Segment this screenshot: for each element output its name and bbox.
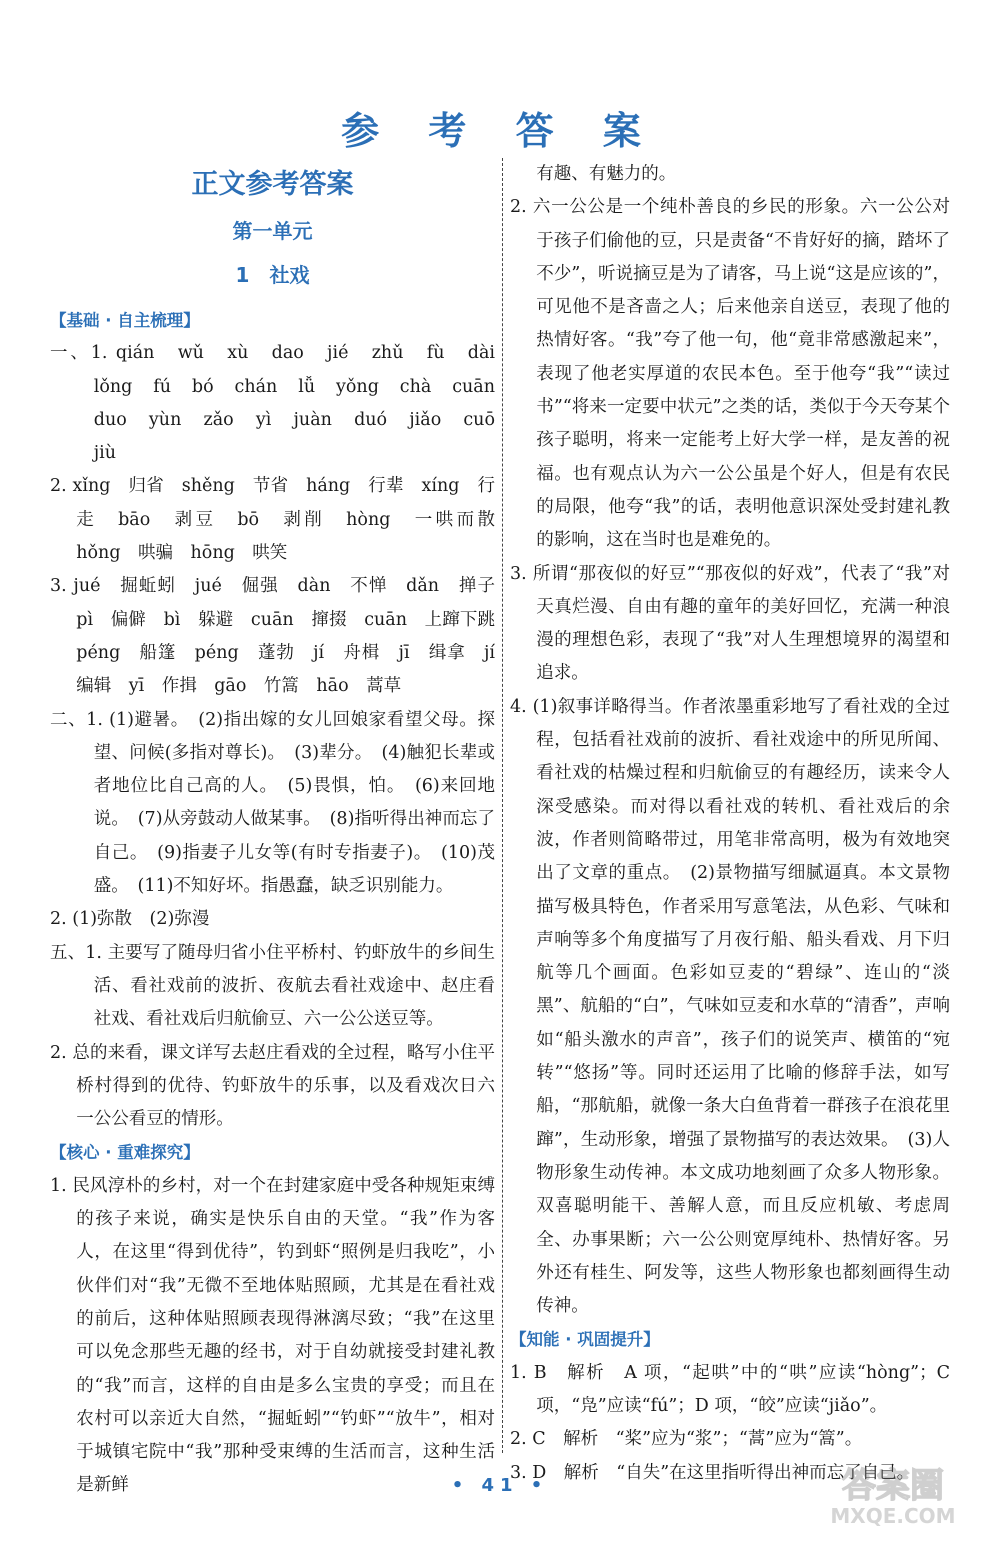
answer-item: 1. B 解析 A 项，“起哄”中的“哄”应读“hòng”；C 项，“凫”应读“fú”；D 项，“皎”应读“jiǎo”。: [510, 1362, 950, 1416]
page-title: 参 考 答 案: [341, 109, 659, 153]
watermark-logo: [798, 1459, 988, 1531]
answer-item: 五、1. 主要写了随母归省小住平桥村、钓虾放牛的乡间生活、看社戏前的波折、夜航去看社戏途中、赵庄看社戏、看社戏后归航偷豆、六一公公送豆等。: [50, 942, 495, 1030]
unit-title: 第一单元: [232, 219, 313, 243]
answer-item: 一、1. qián wǔ xù dao jié zhǔ fù dài lǒng fú bó chán lǚ yǒng chà cuān duo yùn zǎo yì juàn duó jiǎo cuō jiù: [50, 343, 513, 464]
page-number: • 41 •: [451, 1475, 549, 1496]
answer-item: 2. (1)弥散 (2)弥漫: [50, 909, 210, 930]
answer-item: 3. 所谓“那夜似的好豆”“那夜似的好戏”，代表了“我”对天真烂漫、自由有趣的童年的美好回忆，充满一种浪漫的理想色彩，表现了“我”对人生理想境界的渴望和追求。: [510, 563, 950, 684]
answer-item: 4. (1)叙事详略得当。作者浓墨重彩地写了看社戏的全过程，包括看社戏前的波折、看社戏途中的所见所闻、看社戏的枯燥过程和归航偷豆的有趣经历，读来令人深受感染。而对得以看社戏的转机、看社戏后的余波，作者则简略带过，用笔非常高明，极为有效地突出了文章的重点。 (2)景物描写细腻逼真。本文景物描写极具特色，作者采用写意笔法，从色彩、气味和声响等多个角度描写了月夜行船、船头看戏、月下归航等几个画面。色彩如豆麦的“碧绿”、连山的“淡黑”、航船的“白”，气味如豆麦和水草的“清香”，声响如“船头激水的声音”，孩子们的说笑声、横笛的“宛转”“悠扬”等。同时还运用了比喻的修辞手法，如写船，“那航船，就像一条大白鱼背着一群孩子在浪花里蹿”，生动形象，增强了景物描写的表达效果。 (3)人物形象生动传神。本文成功地刻画了众多人物形象。双喜聪明能干、善解人意，而且反应机敏、考虑周全、办事果断；六一公公则宽厚纯朴、热情好客。另外还有桂生、阿发等，这些人物形象也都刻画得生动传神。: [510, 696, 950, 1317]
answer-item: 3. jué 掘蚯蚓 jué 倔强 dàn 不惮 dǎn 掸子 pì 偏僻 bì 躲避 cuān 撺掇 cuān 上蹿下跳 péng 船篷 péng 蓬勃 jí 舟楫 jī 缉拿 jí 编辑 yī 作揖 gāo 竹篙 hāo 蒿草: [50, 576, 513, 697]
section-heading-core: 【核心 · 重难探究】: [50, 1143, 200, 1163]
answer-item: 2. C 解析 “桨”应为“浆”；“蒿”应为“篙”。: [510, 1429, 863, 1450]
svg-text:答案圈: 答案圈: [842, 1466, 944, 1506]
answer-item: 1. 民风淳朴的乡村，对一个在封建家庭中受各种规矩束缚的孩子来说，确实是快乐自由的天堂。“我”作为客人，在这里“得到优待”，钓到虾“照例是归我吃”，小伙伴们对“我”无微不至地体贴照顾，尤其是在看社戏的前后，这种体贴照顾表现得淋漓尽致；“我”在这里可以免念那些无趣的经书，对于自幼就接受封建礼教的“我”而言，这样的自由是多么宝贵的享受；而且在农村可以亲近大自然，“掘蚯蚓”“钓虾”“放牛”，相对于城镇宅院中“我”那种受束缚的生活而言，这种生活是新鲜: [50, 1175, 495, 1496]
lesson-title: 1 社戏: [235, 263, 310, 287]
right-column: [510, 158, 950, 1490]
section-heading-basics: 【基础 · 自主梳理】: [50, 311, 200, 330]
answer-item-continued: 有趣、有魅力的。: [536, 164, 677, 184]
answer-item: 2. xǐng 归省 shěng 节省 háng 行辈 xíng 行走 bāo 剥豆 bō 剥削 hòng 一哄而散 hǒng 哄骗 hōng 哄笑: [50, 476, 513, 564]
svg-text:MXQE.COM: MXQE.COM: [830, 1504, 956, 1528]
section-heading-consolidate: 【知能 · 巩固提升】: [510, 1330, 660, 1350]
answer-item: 3. D 解析 “自失”在这里指听得出神而忘了自己。: [510, 1462, 915, 1483]
column-divider: [502, 158, 503, 1453]
section-title: 正文参考答案: [191, 169, 354, 200]
answer-item: 2. 总的来看，课文详写去赵庄看戏的全过程，略写小住平桥村得到的优待、钓虾放牛的乐事，以及看戏次日六一公公看豆的情形。: [50, 1042, 495, 1130]
answer-item: 二、1. (1)避暑。 (2)指出嫁的女儿回娘家看望父母。探望、问候(多指对尊长)。 (3)辈分。 (4)触犯长辈或者地位比自己高的人。 (5)畏惧，怕。 (6)来回地说。 (7)从旁鼓动人做某事。 (8)指听得出神而忘了自己。 (9)指妻子儿女等(有时专指妻子)。 (10)茂盛。 (11)不知好坏。指愚蠢，缺乏识别能力。: [50, 709, 495, 897]
answer-item: 2. 六一公公是一个纯朴善良的乡民的形象。六一公公对于孩子们偷他的豆，只是责备“不肯好好的摘，踏坏了不少”，听说摘豆是为了请客，马上说“这是应该的”，可见他不是吝啬之人；后来他亲自送豆，表现了他的热情好客。“我”夸了他一句，他“竟非常感激起来”，表现了他老实厚道的农民本色。至于他夸“我”“读过书”“将来一定要中状元”之类的话，类似于今天夸某个孩子聪明，将来一定能考上好大学一样，是友善的祝福。也有观点认为六一公公虽是个好人，但是有农民的局限，他夸“我”的话，表明他意识深处受封建礼教的影响，这在当时也是难免的。: [510, 197, 950, 551]
